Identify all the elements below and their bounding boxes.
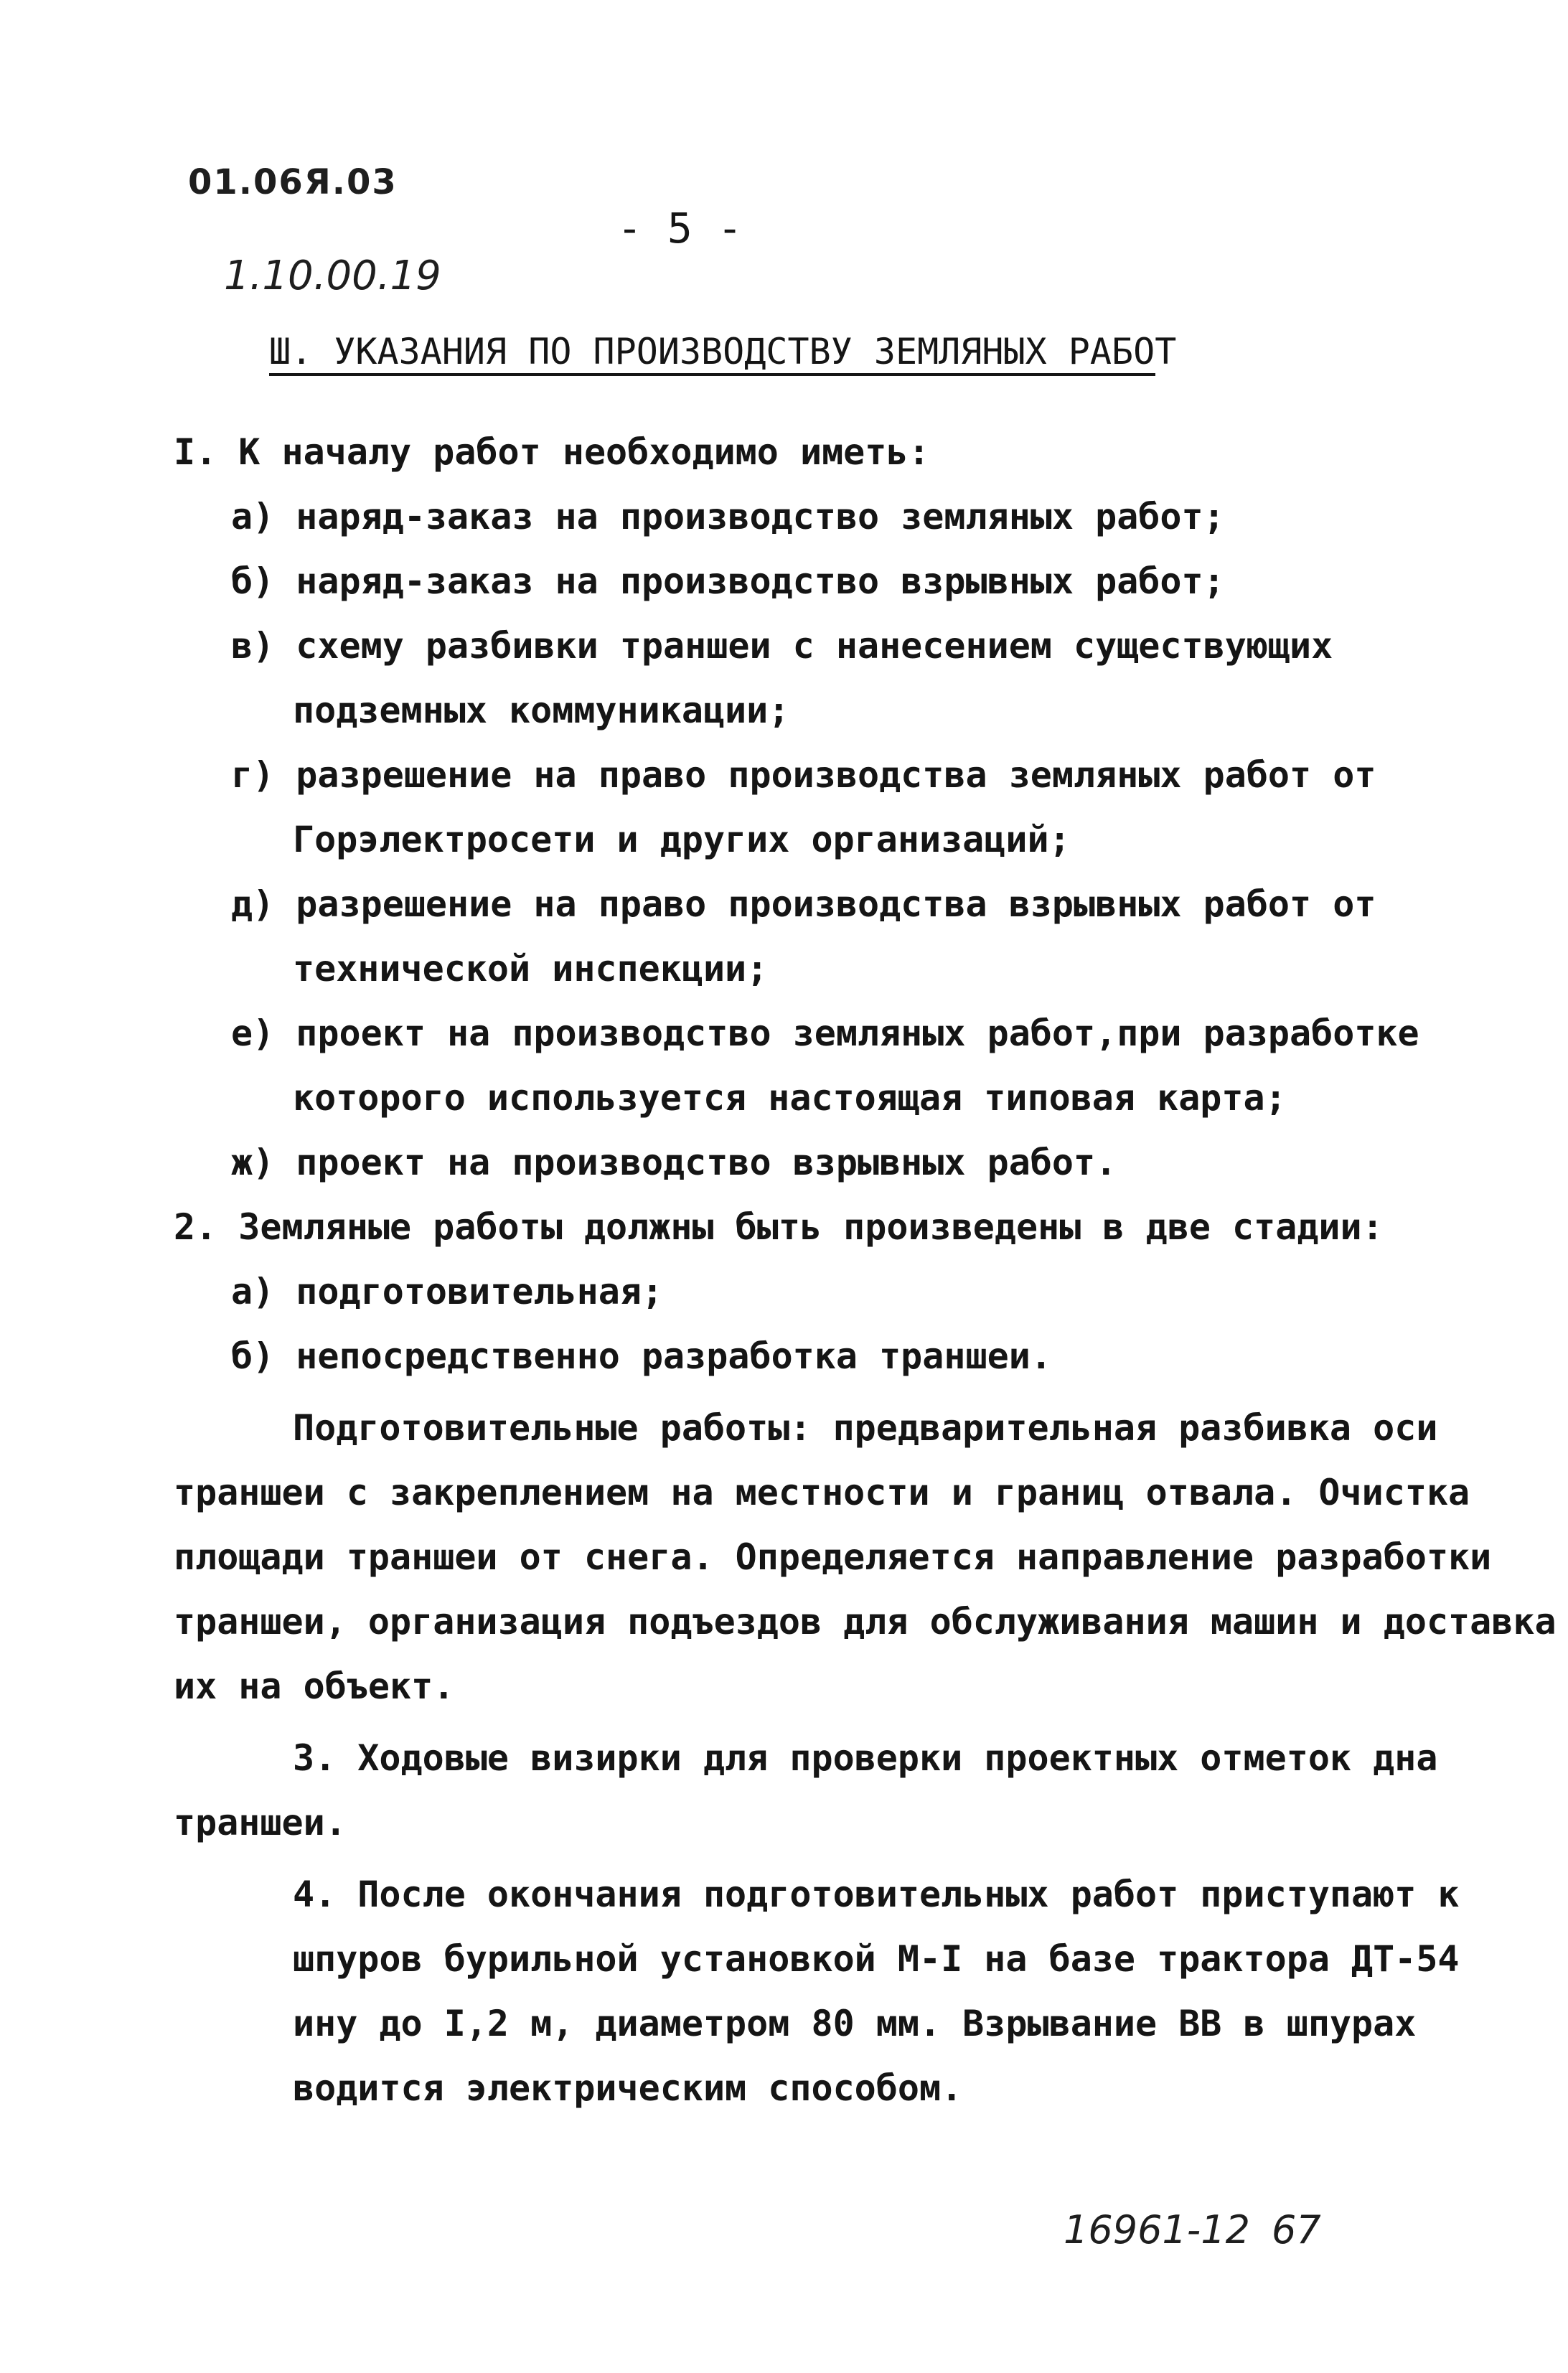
paragraph-4-line-3: ину до I,2 м, диаметром 80 мм. Взрывание ВВ в шпурах xyxy=(293,2003,1417,2044)
document-code-second: 1.10.00.19 xyxy=(224,253,441,299)
list-item-a: а) наряд-заказ на производство земляных работ; xyxy=(231,496,1225,537)
list-item-e-continued: которого используется настоящая типовая карта; xyxy=(293,1077,1287,1119)
list-item-v: в) схему разбивки траншеи с нанесением существующих xyxy=(231,625,1333,667)
stage-item-b: б) непосредственно разработка траншеи. xyxy=(231,1335,1052,1377)
stage-item-a: а) подготовительная; xyxy=(231,1271,664,1312)
list-item-g-continued: Горэлектросети и других организаций; xyxy=(293,819,1071,860)
section-heading: Ш. УКАЗАНИЯ ПО ПРОИЗВОДСТВУ ЗЕМЛЯНЫХ РАБОТ xyxy=(269,332,1155,376)
list-item-d-continued: технической инспекции; xyxy=(293,948,769,990)
list-item-v-continued: подземных коммуникации; xyxy=(293,690,790,731)
preparatory-paragraph-line-1: Подготовительные работы: предварительная разбивка оси xyxy=(293,1407,1438,1449)
list-item-g: г) разрешение на право производства земляных работ от xyxy=(231,754,1376,796)
paragraph-3-line-2: траншеи. xyxy=(174,1802,347,1843)
page-number: - 5 - xyxy=(617,204,743,253)
paragraph-3-line-1: 3. Ходовые визирки для проверки проектных отметок дна xyxy=(293,1737,1438,1779)
paragraph-2-intro: 2. Земляные работы должны быть произведены в две стадии: xyxy=(174,1206,1384,1248)
preparatory-paragraph-line-4: траншеи, организация подъездов для обслуживания машин и доставка xyxy=(174,1601,1557,1643)
footer-sheet-number: 67 xyxy=(1272,2207,1321,2252)
list-item-d: д) разрешение на право производства взрывных работ от xyxy=(231,883,1376,925)
document-code-top: 01.06Я.03 xyxy=(188,162,398,202)
list-item-e: е) проект на производство земляных работ,при разработке xyxy=(231,1012,1419,1054)
preparatory-paragraph-line-2: траншеи с закреплением на местности и границ отвала. Очистка xyxy=(174,1472,1470,1513)
list-item-zh: ж) проект на производство взрывных работ. xyxy=(231,1142,1117,1183)
paragraph-4-line-1: 4. После окончания подготовительных работ приступают к xyxy=(293,1874,1460,1915)
list-item-b: б) наряд-заказ на производство взрывных работ; xyxy=(231,560,1225,602)
paragraph-4-line-2: шпуров бурильной установкой М-I на базе трактора ДТ-54 xyxy=(293,1938,1460,1980)
paragraph-4-line-4: водится электрическим способом. xyxy=(293,2067,963,2109)
paragraph-1-intro: I. К началу работ необходимо иметь: xyxy=(174,431,930,473)
preparatory-paragraph-line-5: их на объект. xyxy=(174,1665,455,1707)
footer-document-code: 16961-12 xyxy=(1064,2207,1250,2252)
preparatory-paragraph-line-3: площади траншеи от снега. Определяется направление разработки xyxy=(174,1536,1492,1578)
